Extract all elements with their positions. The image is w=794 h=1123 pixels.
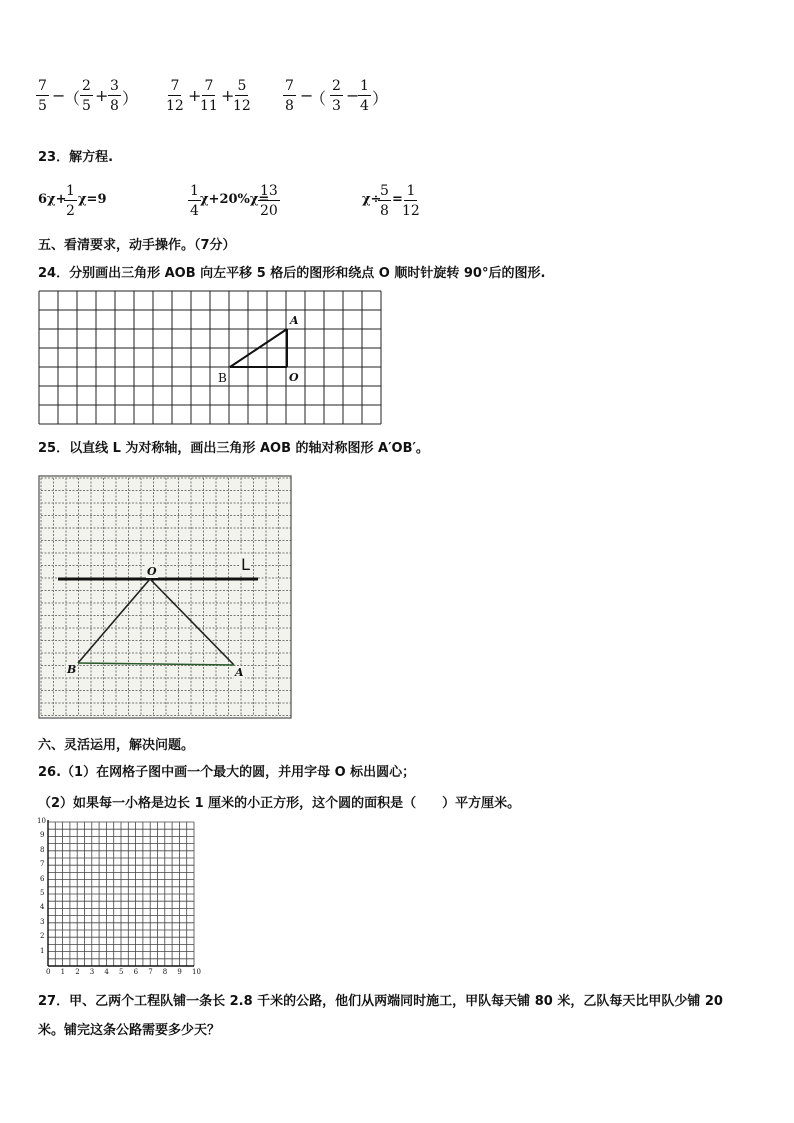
numerator: 3 [110,78,119,94]
section-five-heading: 五、看清要求，动手操作。（7分） [38,238,236,253]
fraction [80,79,93,113]
fraction [358,79,371,113]
eq2-mid: χ+20%χ= [200,192,270,207]
fraction [330,79,343,113]
left-paren: （ [64,89,81,108]
denominator: 8 [285,98,294,114]
numerator: 1 [360,78,369,94]
denominator: 3 [332,98,341,114]
numerator: 1 [406,183,416,199]
denominator: 5 [82,98,91,114]
q23-title: 23．解方程. [38,150,114,165]
denominator: 4 [360,98,369,114]
x-tick-label: 2 [75,968,80,976]
right-paren: ） [122,89,139,108]
y-tick-label: 4 [40,903,45,912]
fraction [283,79,296,113]
y-tick-label: 3 [40,917,45,926]
y-tick-label: 1 [40,946,45,955]
x-tick-label: 0 [46,968,51,976]
denominator: 20 [260,203,278,219]
q25-title: 25．以直线 L 为对称轴，画出三角形 AOB 的轴对称图形 A′OB′。 [38,441,429,456]
label-b: B [218,371,227,385]
denominator: 4 [190,203,199,219]
label-l: L [241,555,250,574]
numerator: 5 [237,78,247,94]
denominator: 2 [66,203,75,219]
q26-line1: 26.（1）在网格子图中画一个最大的圆，并用字母 O 标出圆心； [38,765,416,780]
fraction [378,184,391,218]
x-tick-label: 10 [192,968,201,976]
y-tick-label: 2 [40,932,45,941]
q26-coordinate-grid [36,816,200,978]
x-tick-label: 3 [89,968,95,976]
right-paren: ） [372,89,389,108]
eq1-left: 6χ+ [38,192,67,207]
section-six-heading: 六、灵活运用，解决问题。 [38,738,195,753]
numerator: 7 [38,78,47,94]
label-o: O [289,371,299,384]
fraction [188,184,201,218]
fraction [166,79,184,113]
q27-line1: 27．甲、乙两个工程队铺一条长 2.8 千米的公路，他们从两端同时施工，甲队每天铺 80 米，乙队每天比甲队少铺 20 [38,994,723,1009]
x-tick-label: 5 [119,968,124,976]
q24-title: 24．分别画出三角形 AOB 向左平移 5 格后的图形和绕点 O 顺时针旋转 90°后的图形. [38,266,546,281]
x-tick-label: 1 [60,968,66,976]
fraction [402,184,420,218]
fraction [258,184,280,218]
numerator: 1 [190,183,199,199]
left-paren: （ [310,89,327,108]
plus-sign: + [188,86,202,105]
fraction [200,79,218,113]
numerator: 1 [66,183,75,199]
q26-line2: （2）如果每一小格是边长 1 厘米的小正方形，这个圆的面积是（ ）平方厘米。 [38,796,521,811]
plus-sign: + [221,86,235,105]
denominator: 12 [166,98,184,114]
numerator: 2 [82,78,91,94]
numerator: 7 [170,78,180,94]
label-a: A [290,314,299,327]
x-tick-label: 6 [133,968,139,976]
y-tick-label: 9 [40,831,45,840]
denominator: 12 [233,98,251,114]
plus-sign: + [95,86,109,105]
minus-sign: − [52,86,66,105]
minus-sign: − [300,86,314,105]
label-b: B [67,663,77,676]
denominator: 12 [402,203,420,219]
fraction [36,79,49,113]
numerator: 7 [204,78,214,94]
denominator: 8 [110,98,119,114]
label-o: O [147,565,157,578]
fraction [233,79,251,113]
y-tick-label: 7 [40,860,45,869]
y-tick-label: 6 [40,874,45,883]
eq3-equals: = [392,192,403,207]
fraction [108,79,121,113]
label-a: A [235,666,244,679]
x-tick-label: 4 [104,968,109,976]
denominator: 8 [380,203,389,219]
minus-sign: − [346,86,360,105]
x-tick-label: 8 [162,968,168,976]
numerator: 5 [380,183,389,199]
q27-line2: 米。铺完这条公路需要多少天？ [38,1023,221,1038]
fraction [64,184,77,218]
denominator: 11 [200,98,218,114]
eq1-right: χ=9 [78,192,107,207]
y-tick-label: 5 [40,889,45,897]
numerator: 13 [260,183,278,199]
denominator: 5 [38,98,47,114]
x-tick-label: 9 [177,968,182,976]
y-tick-label: 10 [37,817,46,825]
x-tick-label: 7 [148,968,153,976]
q24-grid-figure [38,289,382,425]
q25-grid-figure [38,475,292,719]
eq3-left: χ÷ [362,192,382,207]
numerator: 2 [332,78,341,94]
numerator: 7 [285,78,294,94]
y-tick-label: 8 [40,845,45,854]
